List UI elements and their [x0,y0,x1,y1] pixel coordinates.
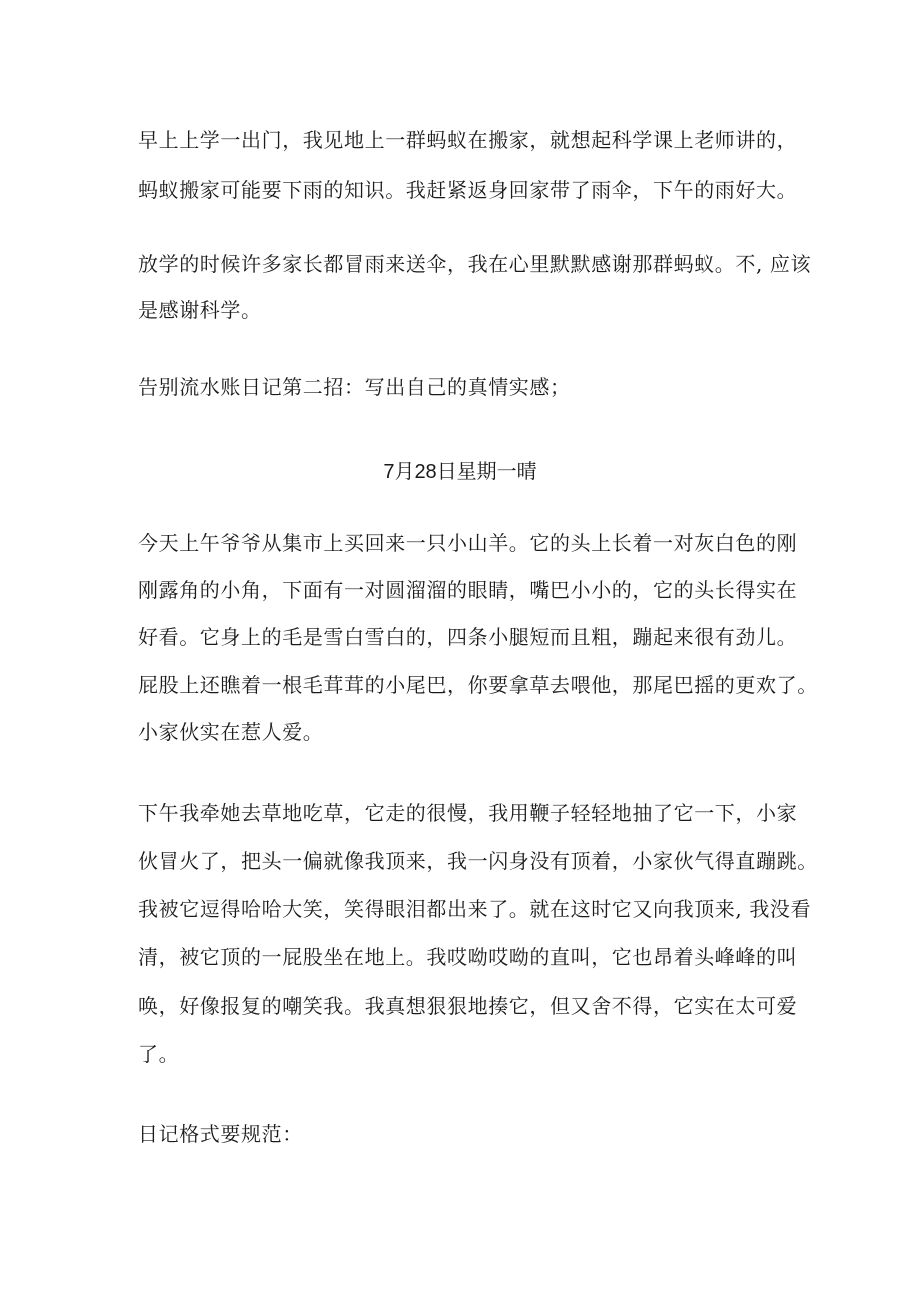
diary-title-day-number: 28 [414,461,437,483]
paragraph-2-line-1: 放学的时候许多家长都冒雨来送伞，我在心里默默感谢那群蚂蚁。不, 应该 [138,252,812,276]
paragraph-4-line-1: 下午我牵她去草地吃草，它走的很慢，我用鞭子轻轻地抽了它一下，小家 [138,801,798,825]
paragraph-4-line-4: 清，被它顶的一屁股坐在地上。我哎呦哎呦的直叫，它也昂着头峰峰的叫 [138,945,798,969]
paragraph-1-line-1: 早上上学一出门，我见地上一群蚂蚁在搬家，就想起科学课上老师讲的， [138,128,798,152]
paragraph-3-line-4: 屁股上还瞧着一根毛茸茸的小尾巴，你要拿草去喂他，那尾巴摇的更欢了。 [138,673,818,697]
format-heading: 日记格式要规范： [138,1122,303,1146]
diary-title-month-char: 月 [394,459,415,483]
paragraph-4-line-5: 唤，好像报复的嘲笑我。我真想狠狠地揍它，但又舍不得，它实在太可爱 [138,994,798,1018]
paragraph-1-line-2: 蚂蚁搬家可能要下雨的知识。我赶紧返身回家带了雨伞，下午的雨好大。 [138,178,798,202]
paragraph-3-line-3: 好看。它身上的毛是雪白雪白的，四条小腿短而且粗，蹦起来很有劲儿。 [138,625,798,649]
tip-heading: 告别流水账日记第二招：写出自己的真情实感； [138,375,571,399]
paragraph-4-line-2: 伙冒火了，把头一偏就像我顶来，我一闪身没有顶着，小家伙气得直蹦跳。 [138,849,818,873]
paragraph-4-line-6: 了。 [138,1042,180,1066]
paragraph-4-line-3: 我被它逗得哈哈大笑，笑得眼泪都出来了。就在这时它又向我顶来, 我没看 [138,897,812,921]
paragraph-3-line-5: 小家伙实在惹人爱。 [138,720,324,744]
paragraph-3-line-2: 刚露角的小角，下面有一对圆溜溜的眼睛，嘴巴小小的，它的头长得实在 [138,578,798,602]
paragraph-2-line-2: 是感谢科学。 [138,298,262,322]
paragraph-3-line-1: 今天上午爷爷从集市上买回来一只小山羊。它的头上长着一对灰白色的刚 [138,531,798,555]
diary-title-rest: 日星期一晴 [436,459,537,483]
diary-title-month-number: 7 [383,461,395,483]
diary-title [0,459,920,483]
